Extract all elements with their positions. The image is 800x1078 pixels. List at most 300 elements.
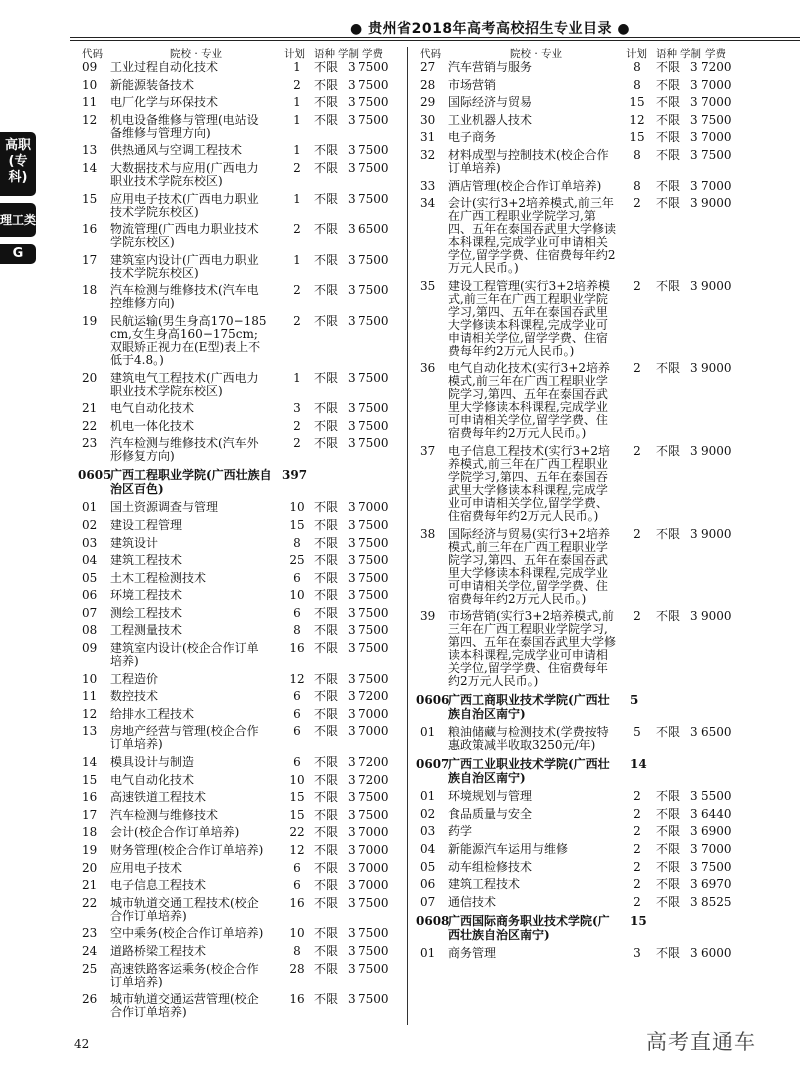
major-plan: 10 (289, 772, 305, 787)
major-years: 3 (690, 725, 698, 740)
major-fee: 7000 (358, 878, 389, 893)
school-name: 广西工业职业技术学院(广西壮族自治区南宁) (448, 757, 610, 786)
major-code: 20 (82, 860, 98, 875)
major-row (418, 197, 750, 275)
header-name: 院校 · 专业 (170, 48, 223, 60)
major-years: 3 (348, 689, 356, 704)
major-code: 17 (82, 807, 98, 822)
major-years: 3 (348, 112, 356, 127)
column-header (418, 47, 750, 61)
major-code: 27 (420, 60, 436, 74)
major-language: 不限 (656, 130, 681, 145)
major-language: 不限 (314, 895, 339, 910)
major-fee: 9000 (701, 361, 732, 376)
major-code: 32 (420, 147, 436, 162)
major-fee: 7000 (358, 860, 389, 875)
major-row (418, 96, 750, 109)
major-fee: 7500 (358, 570, 389, 585)
major-row (80, 809, 398, 822)
major-name: 药学 (448, 824, 473, 839)
major-plan: 2 (293, 283, 301, 298)
major-years: 3 (690, 806, 698, 821)
major-name: 建筑电气工程技术(广西电力职业技术学院东校区) (110, 370, 259, 398)
major-code: 10 (82, 671, 98, 686)
major-code: 07 (420, 894, 436, 909)
major-years: 3 (348, 825, 356, 840)
major-years: 3 (690, 609, 698, 624)
major-name: 环境工程技术 (110, 588, 183, 603)
major-years: 3 (348, 790, 356, 805)
major-row (80, 437, 398, 463)
major-language: 不限 (314, 671, 339, 686)
major-years: 3 (348, 943, 356, 958)
major-years: 3 (348, 222, 356, 237)
major-language: 不限 (314, 807, 339, 822)
major-language: 不限 (314, 724, 339, 739)
school-code: 0605 (78, 468, 112, 483)
major-row (80, 897, 398, 923)
major-row (80, 554, 398, 567)
major-name: 大数据技术与应用(广西电力职业技术学院东校区) (110, 160, 259, 188)
major-name: 模具设计与制造 (110, 755, 195, 770)
major-years: 3 (348, 895, 356, 910)
major-name: 建筑工程技术 (110, 553, 183, 568)
major-row (80, 642, 398, 668)
major-language: 不限 (314, 825, 339, 840)
major-years: 3 (348, 755, 356, 770)
major-code: 13 (82, 143, 98, 158)
major-fee: 6500 (701, 725, 732, 740)
major-name: 建筑设计 (110, 535, 159, 550)
major-name: 电气自动化技术 (110, 772, 195, 787)
major-name: 供热通风与空调工程技术 (110, 143, 243, 158)
major-row (80, 572, 398, 585)
major-plan: 8 (633, 178, 641, 193)
major-code: 09 (82, 60, 98, 74)
major-code: 25 (82, 961, 98, 976)
major-code: 10 (82, 77, 98, 92)
major-language: 不限 (656, 443, 681, 458)
major-fee: 5500 (701, 789, 732, 804)
major-row (80, 826, 398, 839)
major-fee: 7500 (358, 926, 389, 941)
major-fee: 7500 (358, 418, 389, 433)
major-code: 11 (82, 95, 98, 110)
major-code: 37 (420, 443, 436, 458)
school-name: 广西国际商务职业技术学院(广西壮族自治区南宁) (448, 913, 610, 942)
right-column (418, 47, 750, 1027)
major-row (80, 162, 398, 188)
major-plan: 15 (289, 807, 305, 822)
major-language: 不限 (656, 147, 681, 162)
major-language: 不限 (656, 178, 681, 193)
school-plan-total: 14 (630, 757, 647, 772)
major-fee: 9000 (701, 278, 732, 293)
major-name: 电厂化学与环保技术 (110, 95, 219, 110)
major-plan: 5 (633, 725, 641, 740)
major-row (418, 808, 750, 821)
major-row (418, 528, 750, 606)
major-years: 3 (690, 894, 698, 909)
major-language: 不限 (656, 112, 681, 127)
major-fee: 7500 (358, 588, 389, 603)
major-name: 建筑工程技术 (448, 877, 521, 892)
major-name: 电子信息工程技术(实行3+2培养模式,前三年在广西工程职业学院学习,第四、五年在泰国吞武里大学修读本科课程,完成学业可申请相关学位,留学学费、住宿费每年约2万元人民币。) (448, 443, 611, 523)
major-plan: 8 (293, 623, 301, 638)
major-years: 3 (348, 588, 356, 603)
major-years: 3 (348, 436, 356, 451)
major-row (80, 402, 398, 415)
major-language: 不限 (656, 806, 681, 821)
major-plan: 1 (293, 143, 301, 158)
major-plan: 2 (633, 877, 641, 892)
major-code: 16 (82, 222, 98, 237)
major-row (418, 61, 750, 74)
major-row (80, 61, 398, 74)
major-language: 不限 (314, 191, 339, 206)
major-name: 财务管理(校企合作订单培养) (110, 843, 264, 857)
major-row (80, 879, 398, 892)
major-row (418, 114, 750, 127)
major-fee: 7000 (358, 843, 389, 857)
major-code: 09 (82, 641, 98, 656)
major-years: 3 (690, 60, 698, 74)
major-plan: 1 (293, 191, 301, 206)
major-code: 02 (420, 806, 436, 821)
major-code: 03 (82, 535, 98, 550)
major-fee: 7500 (358, 992, 389, 1007)
major-row (418, 149, 750, 175)
major-row (80, 254, 398, 280)
major-plan: 8 (633, 77, 641, 92)
major-name: 应用电子技术(广西电力职业技术学院东校区) (110, 191, 259, 219)
major-fee: 7500 (358, 535, 389, 550)
major-years: 3 (348, 878, 356, 893)
major-row (80, 537, 398, 550)
major-plan: 2 (293, 313, 301, 328)
major-row (80, 420, 398, 433)
header-lang: 语种 (314, 48, 335, 60)
major-row (418, 79, 750, 92)
major-row (418, 280, 750, 358)
school-name: 广西工商职业技术学院(广西壮族自治区南宁) (448, 693, 610, 722)
major-language: 不限 (314, 370, 339, 385)
major-fee: 6000 (701, 945, 732, 960)
major-fee: 7500 (358, 436, 389, 451)
major-language: 不限 (314, 160, 339, 175)
major-name: 城市轨道交通运营管理(校企合作订单培养) (110, 992, 259, 1020)
major-code: 34 (420, 196, 436, 211)
major-plan: 2 (293, 160, 301, 175)
major-years: 3 (348, 95, 356, 110)
major-plan: 2 (633, 824, 641, 839)
major-name: 新能源装备技术 (110, 77, 195, 92)
major-code: 02 (82, 517, 98, 532)
major-row (418, 445, 750, 523)
major-code: 12 (82, 706, 98, 721)
major-name: 机电设备维修与管理(电站设备维修与管理方向) (110, 112, 259, 140)
major-name: 通信技术 (448, 894, 497, 909)
major-fee: 7000 (358, 500, 389, 515)
major-years: 3 (690, 824, 698, 839)
major-code: 04 (420, 841, 436, 856)
major-language: 不限 (314, 961, 339, 976)
major-years: 3 (690, 147, 698, 162)
major-fee: 7500 (358, 370, 389, 385)
major-row (80, 963, 398, 989)
major-plan: 2 (633, 859, 641, 874)
major-years: 3 (348, 724, 356, 739)
major-plan: 2 (633, 609, 641, 624)
major-years: 3 (348, 992, 356, 1007)
major-plan: 6 (293, 755, 301, 770)
major-code: 01 (420, 725, 436, 740)
major-fee: 7500 (358, 252, 389, 267)
major-fee: 7500 (358, 283, 389, 298)
major-years: 3 (348, 641, 356, 656)
major-code: 35 (420, 278, 436, 293)
major-language: 不限 (314, 755, 339, 770)
header-fee: 学费 (362, 48, 383, 60)
major-plan: 2 (293, 418, 301, 433)
major-row (80, 690, 398, 703)
major-name: 汽车营销与服务 (448, 60, 533, 74)
major-plan: 2 (633, 841, 641, 856)
major-years: 3 (348, 671, 356, 686)
major-row (418, 861, 750, 874)
major-plan: 12 (289, 671, 305, 686)
major-fee: 7500 (358, 313, 389, 328)
major-row (80, 607, 398, 620)
header-rule (70, 37, 800, 38)
major-code: 05 (82, 570, 98, 585)
major-row (80, 756, 398, 769)
major-years: 3 (348, 517, 356, 532)
major-name: 测绘工程技术 (110, 605, 183, 620)
major-row (80, 193, 398, 219)
major-row (418, 843, 750, 856)
tab-label: 高职(专科) (4, 138, 31, 185)
major-language: 不限 (314, 605, 339, 620)
watermark: 高考直通车 (646, 1030, 756, 1054)
major-language: 不限 (656, 824, 681, 839)
major-plan: 2 (633, 196, 641, 211)
school-plan-total: 15 (630, 913, 647, 928)
major-plan: 12 (289, 843, 305, 857)
major-language: 不限 (314, 252, 339, 267)
major-language: 不限 (314, 60, 339, 74)
major-plan: 15 (289, 517, 305, 532)
major-fee: 7000 (701, 178, 732, 193)
major-name: 粮油储藏与检测技术(学费按特惠政策减半收取3250元/年) (448, 725, 609, 753)
major-name: 空中乘务(校企合作订单培养) (110, 926, 264, 941)
major-plan: 1 (293, 370, 301, 385)
major-plan: 1 (293, 60, 301, 74)
major-name: 市场营销 (448, 77, 497, 92)
major-fee: 7000 (701, 130, 732, 145)
major-row (80, 501, 398, 514)
major-language: 不限 (656, 77, 681, 92)
major-fee: 7500 (358, 401, 389, 416)
school-plan-total: 397 (282, 468, 308, 483)
left-rows (80, 61, 398, 1019)
major-years: 3 (690, 77, 698, 92)
major-row (418, 947, 750, 960)
major-row (418, 362, 750, 440)
major-fee: 9000 (701, 196, 732, 211)
major-row (80, 624, 398, 637)
major-years: 3 (348, 160, 356, 175)
major-plan: 2 (293, 436, 301, 451)
major-years: 3 (348, 500, 356, 515)
major-code: 19 (82, 843, 98, 857)
major-code: 06 (82, 588, 98, 603)
header-years: 学制 (680, 48, 701, 60)
major-years: 3 (348, 191, 356, 206)
major-years: 3 (348, 553, 356, 568)
major-code: 33 (420, 178, 436, 193)
major-years: 3 (348, 77, 356, 92)
major-code: 22 (82, 895, 98, 910)
school-row (418, 914, 750, 942)
major-plan: 10 (289, 926, 305, 941)
major-name: 电子商务 (448, 130, 497, 145)
major-fee: 7500 (358, 790, 389, 805)
school-name: 广西工程职业学院(广西壮族自治区百色) (110, 468, 272, 497)
major-code: 36 (420, 361, 436, 376)
major-years: 3 (348, 370, 356, 385)
major-plan: 2 (633, 278, 641, 293)
major-plan: 6 (293, 706, 301, 721)
major-row (80, 589, 398, 602)
major-plan: 2 (633, 806, 641, 821)
major-language: 不限 (314, 436, 339, 451)
major-row (80, 372, 398, 398)
major-language: 不限 (314, 706, 339, 721)
major-code: 39 (420, 609, 436, 624)
tab-letter: G (0, 244, 36, 264)
major-name: 建设工程管理 (110, 517, 183, 532)
major-row (80, 79, 398, 92)
major-name: 材料成型与控制技术(校企合作订单培养) (448, 147, 609, 175)
major-fee: 7200 (358, 772, 389, 787)
major-code: 08 (82, 623, 98, 638)
major-code: 14 (82, 160, 98, 175)
catalog-title: ● 贵州省2018年高考高校招生专业目录 ● (350, 21, 631, 37)
major-years: 3 (690, 841, 698, 856)
major-name: 市场营销(实行3+2培养模式,前三年在广西工程职业学院学习,第四、五年在泰国吞武里大学修读本科课程,完成学业可申请相关学位,留学学费、住宿费每年约2万元人民币。) (448, 609, 617, 689)
major-plan: 6 (293, 605, 301, 620)
header-fee: 学费 (705, 48, 726, 60)
major-fee: 7500 (358, 605, 389, 620)
major-fee: 8525 (701, 894, 732, 909)
header-years: 学制 (338, 48, 359, 60)
major-fee: 7000 (358, 724, 389, 739)
major-name: 新能源汽车运用与维修 (448, 841, 569, 856)
major-years: 3 (348, 570, 356, 585)
major-plan: 15 (629, 95, 645, 110)
major-years: 3 (348, 961, 356, 976)
major-row (80, 315, 398, 367)
major-row (80, 862, 398, 875)
major-code: 21 (82, 878, 98, 893)
header-plan: 计划 (626, 48, 647, 60)
major-plan: 16 (289, 641, 305, 656)
major-years: 3 (348, 843, 356, 857)
major-code: 38 (420, 526, 436, 541)
major-plan: 6 (293, 570, 301, 585)
major-fee: 7500 (701, 147, 732, 162)
major-row (80, 519, 398, 532)
major-fee: 7500 (358, 641, 389, 656)
major-fee: 7000 (701, 841, 732, 856)
major-code: 07 (82, 605, 98, 620)
major-language: 不限 (314, 283, 339, 298)
major-code: 05 (420, 859, 436, 874)
major-row (80, 673, 398, 686)
major-plan: 3 (293, 401, 301, 416)
major-code: 23 (82, 436, 98, 451)
major-fee: 7500 (358, 160, 389, 175)
major-plan: 6 (293, 878, 301, 893)
major-row (80, 927, 398, 940)
school-code: 0606 (416, 693, 450, 708)
major-fee: 7500 (358, 895, 389, 910)
major-fee: 7200 (701, 60, 732, 74)
major-plan: 2 (633, 361, 641, 376)
major-code: 06 (420, 877, 436, 892)
major-language: 不限 (656, 859, 681, 874)
major-language: 不限 (314, 878, 339, 893)
major-name: 酒店管理(校企合作订单培养) (448, 178, 602, 193)
major-fee: 6970 (701, 877, 732, 892)
major-plan: 28 (289, 961, 305, 976)
major-name: 国土资源调查与管理 (110, 500, 219, 515)
major-plan: 16 (289, 895, 305, 910)
major-plan: 2 (633, 443, 641, 458)
header-plan: 计划 (284, 48, 305, 60)
major-fee: 7500 (358, 143, 389, 158)
major-plan: 8 (633, 60, 641, 74)
header-name: 院校 · 专业 (510, 48, 563, 60)
major-row (80, 774, 398, 787)
major-row (80, 114, 398, 140)
page-header (70, 0, 800, 40)
major-code: 22 (82, 418, 98, 433)
major-language: 不限 (314, 77, 339, 92)
column-header (80, 47, 398, 61)
header-rule-thin (70, 40, 800, 41)
major-code: 19 (82, 313, 98, 328)
major-code: 03 (420, 824, 436, 839)
major-row (80, 791, 398, 804)
major-code: 13 (82, 724, 98, 739)
major-language: 不限 (314, 95, 339, 110)
major-years: 3 (348, 623, 356, 638)
major-code: 20 (82, 370, 98, 385)
major-name: 工程测量技术 (110, 623, 183, 638)
major-plan: 10 (289, 588, 305, 603)
major-years: 3 (690, 859, 698, 874)
school-row (418, 693, 750, 721)
major-language: 不限 (314, 588, 339, 603)
major-fee: 7200 (358, 755, 389, 770)
major-row (418, 790, 750, 803)
major-language: 不限 (656, 945, 681, 960)
major-code: 16 (82, 790, 98, 805)
major-language: 不限 (656, 841, 681, 856)
major-code: 14 (82, 755, 98, 770)
